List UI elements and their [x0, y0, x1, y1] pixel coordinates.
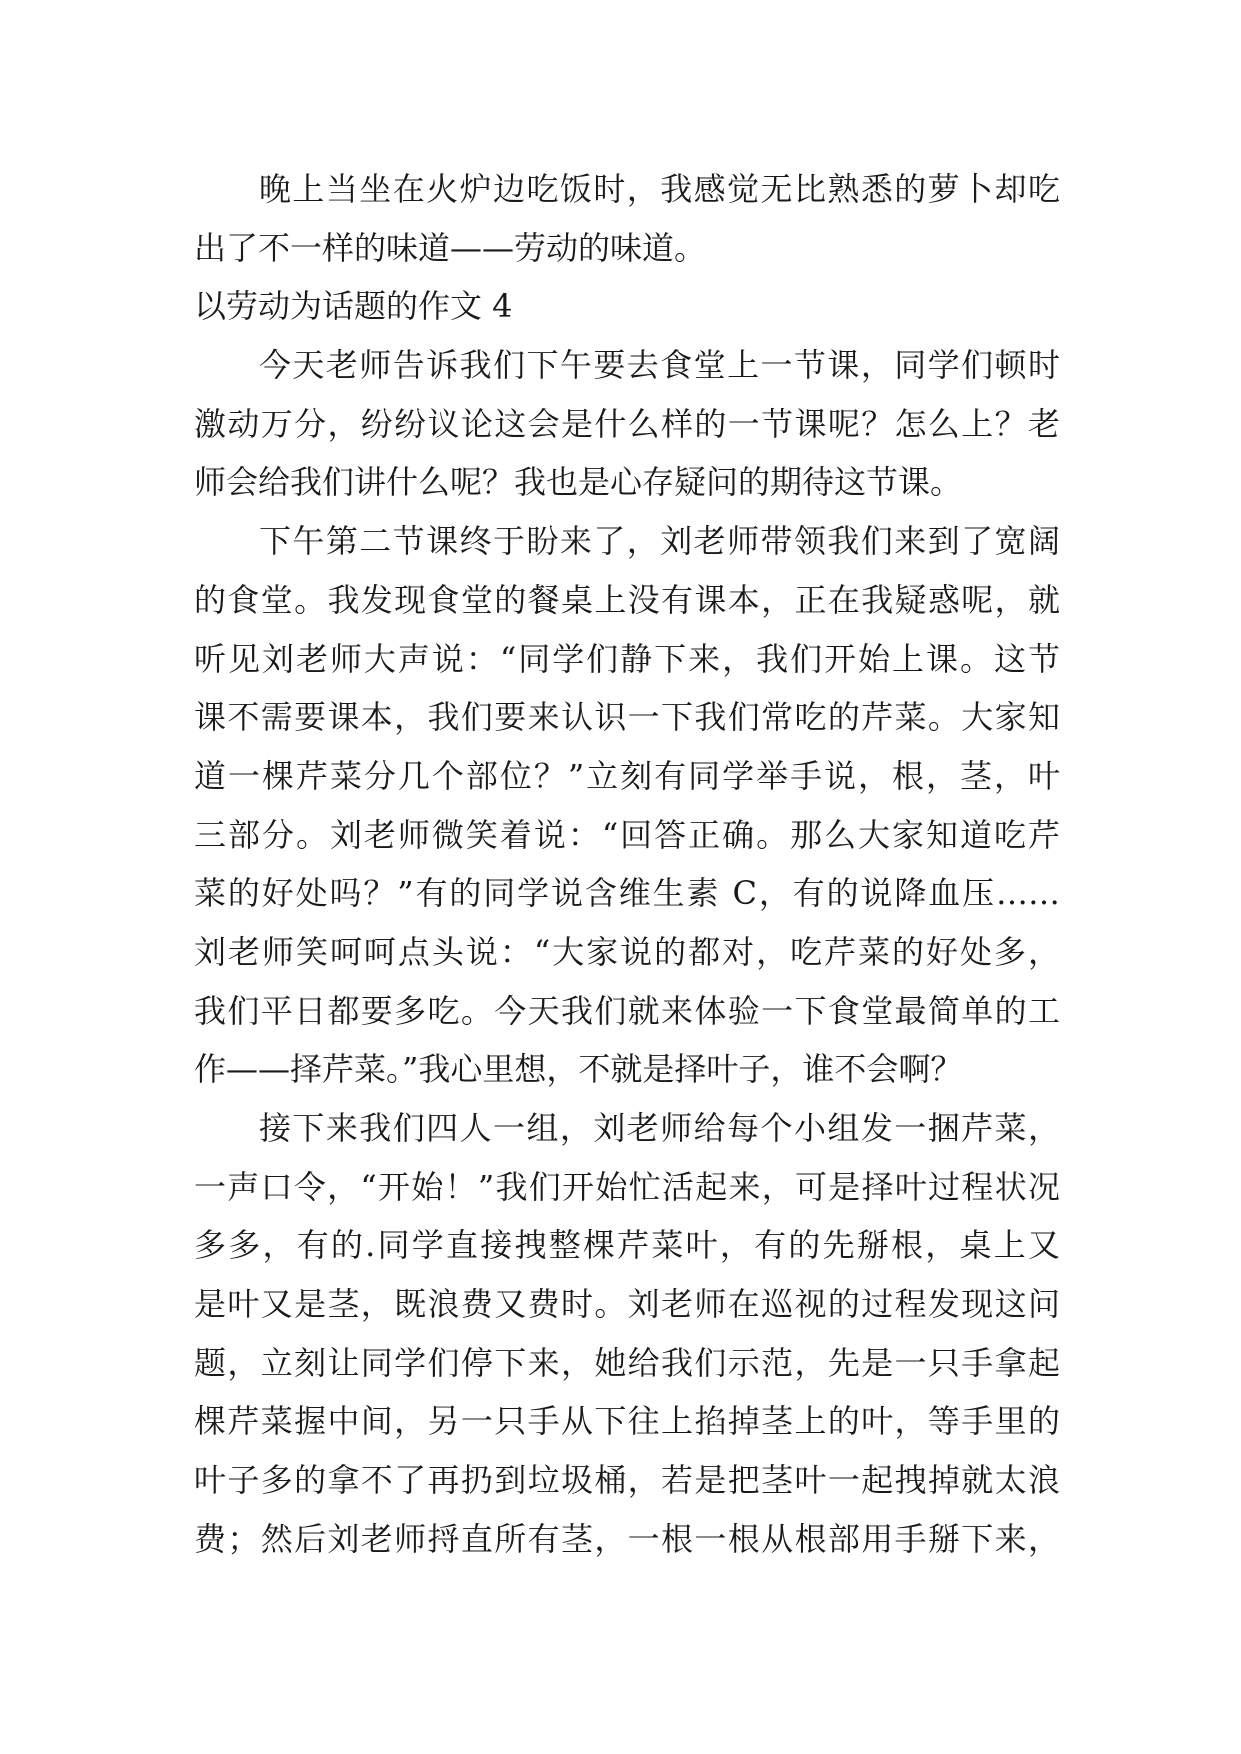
- text-line: 晚上当坐在火炉边吃饭时，我感觉无比熟悉的萝卜却吃: [259, 170, 1060, 208]
- text-line: 刘老师笑呵呵点头说：“大家说的都对，吃芹菜的好处多，: [194, 932, 1060, 971]
- text-line: 三部分。刘老师微笑着说：“回答正确。那么大家知道吃芹: [194, 815, 1060, 854]
- essay-paragraph: [194, 336, 1060, 512]
- text-line: 接下来我们四人一组，刘老师给每个小组发一捆芹菜，: [259, 1109, 1060, 1147]
- text-line: 费；然后刘老师捋直所有茎，一根一根从根部用手掰下来，: [194, 1519, 1060, 1558]
- text-line: 作——择芹菜。”我心里想，不就是择叶子，谁不会啊？: [194, 1050, 963, 1089]
- text-line: 听见刘老师大声说：“同学们静下来，我们开始上课。这节: [194, 639, 1060, 678]
- text-line: 我们平日都要多吃。今天我们就来体验一下食堂最简单的工: [194, 991, 1060, 1030]
- text-line: 师会给我们讲什么呢？我也是心存疑问的期待这节课。: [194, 463, 963, 502]
- text-line: 多多，有的.同学直接拽整棵芹菜叶，有的先掰根，桌上又: [194, 1226, 1060, 1265]
- text-line: 激动万分，纷纷议论这会是什么样的一节课呢？怎么上？老: [194, 404, 1060, 443]
- text-line: 课不需要课本，我们要来认识一下我们常吃的芹菜。大家知: [194, 698, 1060, 737]
- text-line: 下午第二节课终于盼来了，刘老师带领我们来到了宽阔: [259, 522, 1060, 561]
- text-line: 道一棵芹菜分几个部位？”立刻有同学举手说，根，茎，叶: [194, 756, 1060, 795]
- text-line: 题，立刻让同学们停下来，她给我们示范，先是一只手拿起: [194, 1343, 1060, 1382]
- text-line: 出了不一样的味道——劳动的味道。: [194, 228, 707, 267]
- essay-title: 以劳动为话题的作文 4: [194, 287, 513, 326]
- text-line: 是叶又是茎，既浪费又费时。刘老师在巡视的过程发现这问: [194, 1285, 1060, 1324]
- text-line: 的食堂。我发现食堂的餐桌上没有课本，正在我疑惑呢，就: [194, 580, 1060, 619]
- text-line: 棵芹菜握中间，另一只手从下往上掐掉茎上的叶，等手里的: [194, 1402, 1060, 1441]
- document-page: [194, 160, 1060, 1569]
- text-line: 今天老师告诉我们下午要去食堂上一节课，同学们顿时: [259, 346, 1060, 385]
- essay-paragraph: [194, 512, 1060, 1099]
- text-line: 一声口令，“开始！”我们开始忙活起来，可是择叶过程状况: [194, 1167, 1060, 1206]
- intro-paragraph: [194, 160, 1060, 277]
- text-line: 叶子多的拿不了再扔到垃圾桶，若是把茎叶一起拽掉就太浪: [194, 1461, 1060, 1500]
- text-line: 菜的好处吗？”有的同学说含维生素 C，有的说降血压……: [194, 874, 1060, 913]
- essay-paragraph: [194, 1099, 1060, 1569]
